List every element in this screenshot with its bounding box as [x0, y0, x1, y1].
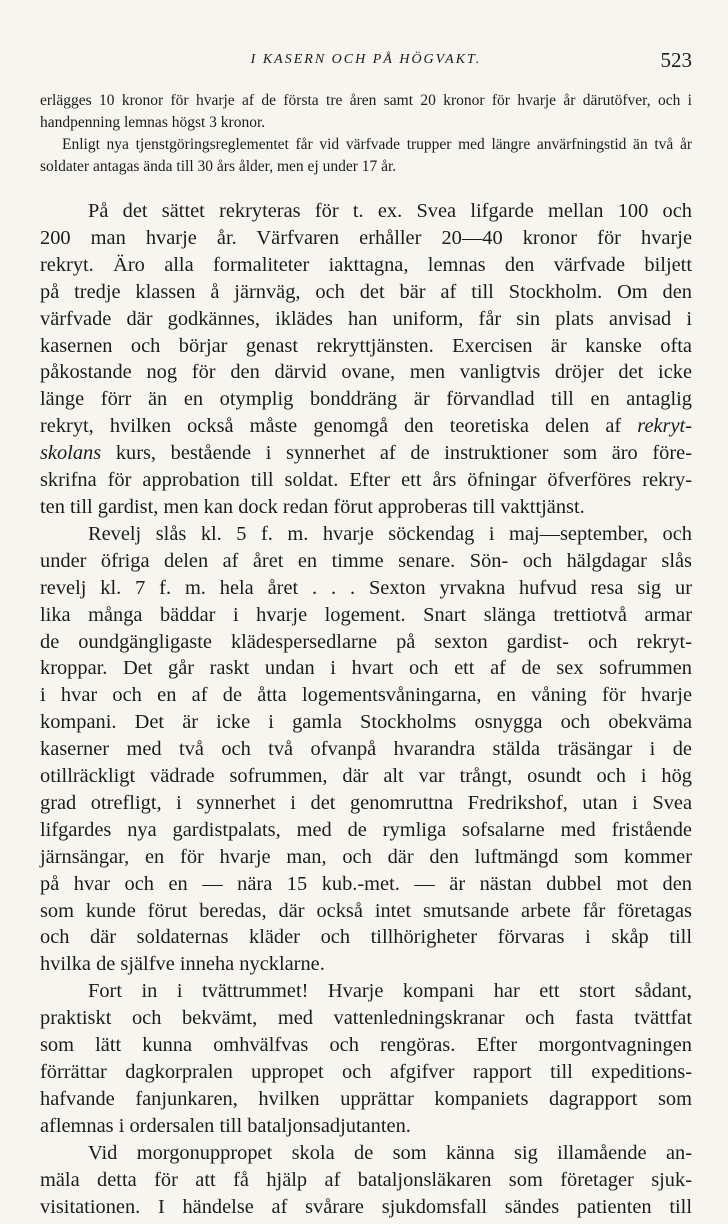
text-line: Revelj slås kl. 5 f. m. hvarje söckendag i maj—september, och [88, 522, 692, 545]
footnote-block [40, 90, 692, 178]
text-line: otillräckligt vädrade sofrummen, där alt var trångt, osundt och i hög [40, 765, 692, 788]
text-line: skrifna för approbation till soldat. Efter ett års öfningar öfverföres rekry- [40, 469, 692, 492]
text-line: i hvar och en af de åtta logementsvåningarna, en våning för hvarje [40, 684, 692, 707]
text-line: revelj kl. 7 f. m. hela året . . . Sexton yrvakna hufvud resa sig ur [40, 576, 692, 599]
text-line: lika många bäddar i hvarje logement. Snart slänga trettiotvå armar [40, 603, 692, 626]
text-line: 200 man hvarje år. Värfvaren erhåller 20—40 kronor för hvarje [40, 226, 692, 249]
text-line: på tredje klassen å järnväg, och det bär af till Stockholm. Om den [40, 280, 692, 303]
text-line: praktiskt och bekvämt, med vattenledningskranar och fasta tvättfat [40, 1007, 692, 1030]
text-line: som lätt kunna omhvälfvas och rengöras. Efter morgontvagningen [40, 1034, 692, 1057]
text-line: lifgardes nya gardistpalats, med de rymliga sofsalarne med fristående [40, 818, 692, 841]
running-title: I KASERN OCH PÅ HÖGVAKT. [250, 52, 482, 67]
text-line: visitationen. I händelse af svårare sjukdomsfall sändes patienten till [40, 1195, 692, 1218]
text-line: under öfriga delen af året en timme senare. Sön- och hälgdagar slås [40, 549, 692, 572]
text-line: kasernen och börjar genast rekryttjänsten. Exercisen är kanske ofta [40, 334, 692, 357]
text-line: järnsängar, en för hvarje man, och där den luftmängd som kommer [40, 845, 692, 868]
text-line: kaserner med två och två ofvanpå hvarandra stälda träsängar i de [40, 738, 692, 761]
text-line: förrättar dagkorpralen uppropet och afgifver rapport till expeditions- [40, 1061, 692, 1083]
text-line: grad otrefligt, i synnerhet i det genomruttna Fredrikshof, utan i Svea [40, 791, 692, 814]
text-line: de oundgängligaste klädespersedlarne på sexton gardist- och rekryt- [40, 630, 692, 653]
page-number: 523 [660, 48, 692, 72]
text-line: länge förr än en otymplig bonddräng är förvandlad till en antaglig [40, 388, 692, 411]
text-line: skolans kurs, bestående i synnerhet af de instruktioner som äro före- [40, 442, 692, 465]
footnote-paragraph: erlägges 10 kronor för hvarje af de första tre åren samt 20 kronor för hvarje år därutöfver, och i handpenning lemnas högst 3 kronor. [40, 92, 692, 131]
text-line: aflemnas i ordersalen till bataljonsadjutanten. [40, 1114, 411, 1137]
text-line: ten till gardist, men kan dock redan förut approberas till vakttjänst. [40, 495, 585, 518]
text-line: hafvande fanjunkaren, hvilken upprättar kompaniets dagrapport som [40, 1087, 692, 1110]
text-line: rekryt, hvilken också måste genomgå den teoretiska delen af rekryt- [40, 415, 692, 438]
footnote-paragraph: Enligt nya tjenstgöringsreglementet får vid värfvade trupper med längre anvärfningstid än två år soldater antagas ända till 30 års ålder, men ej under 17 år. [40, 136, 692, 175]
text-line: påkostande nog för den därvid ovane, men vanligtvis dröjer det icke [40, 361, 692, 384]
text-line: Fort in i tvättrummet! Hvarje kompani har ett stort sådant, [88, 980, 692, 1003]
text-line: kompani. Det är icke i gamla Stockholms osnygga och obekväma [40, 711, 692, 734]
text-line: rekryt. Äro alla formaliteter iakttagna, lemnas den värfvade biljett [40, 253, 692, 276]
page-header [40, 50, 692, 76]
book-page [40, 50, 692, 1220]
text-line: hvilka de själfve inneha nycklarne. [40, 953, 325, 976]
text-line: Vid morgonuppropet skola de som känna sig illamående an- [88, 1141, 692, 1164]
text-line: värfvade där godkännes, iklädes han uniform, får sin plats anvisad i [40, 307, 692, 330]
text-line: och där soldaternas kläder och tillhörigheter förvaras i skåp till [40, 926, 692, 949]
body-text [40, 198, 692, 1220]
text-line: som kunde förut beredas, där också intet smutsande arbete får företagas [40, 899, 692, 922]
text-line: mäla detta för att få hjälp af bataljonsläkaren som företager sjuk- [40, 1168, 692, 1191]
text-line: på hvar och en — nära 15 kub.-met. — är nästan dubbel mot den [40, 872, 692, 895]
text-line: På det sättet rekryteras för t. ex. Svea lifgarde mellan 100 och [88, 200, 692, 222]
text-line: kroppar. Det går raskt undan i hvart och ett af de sex sofrummen [40, 657, 692, 680]
